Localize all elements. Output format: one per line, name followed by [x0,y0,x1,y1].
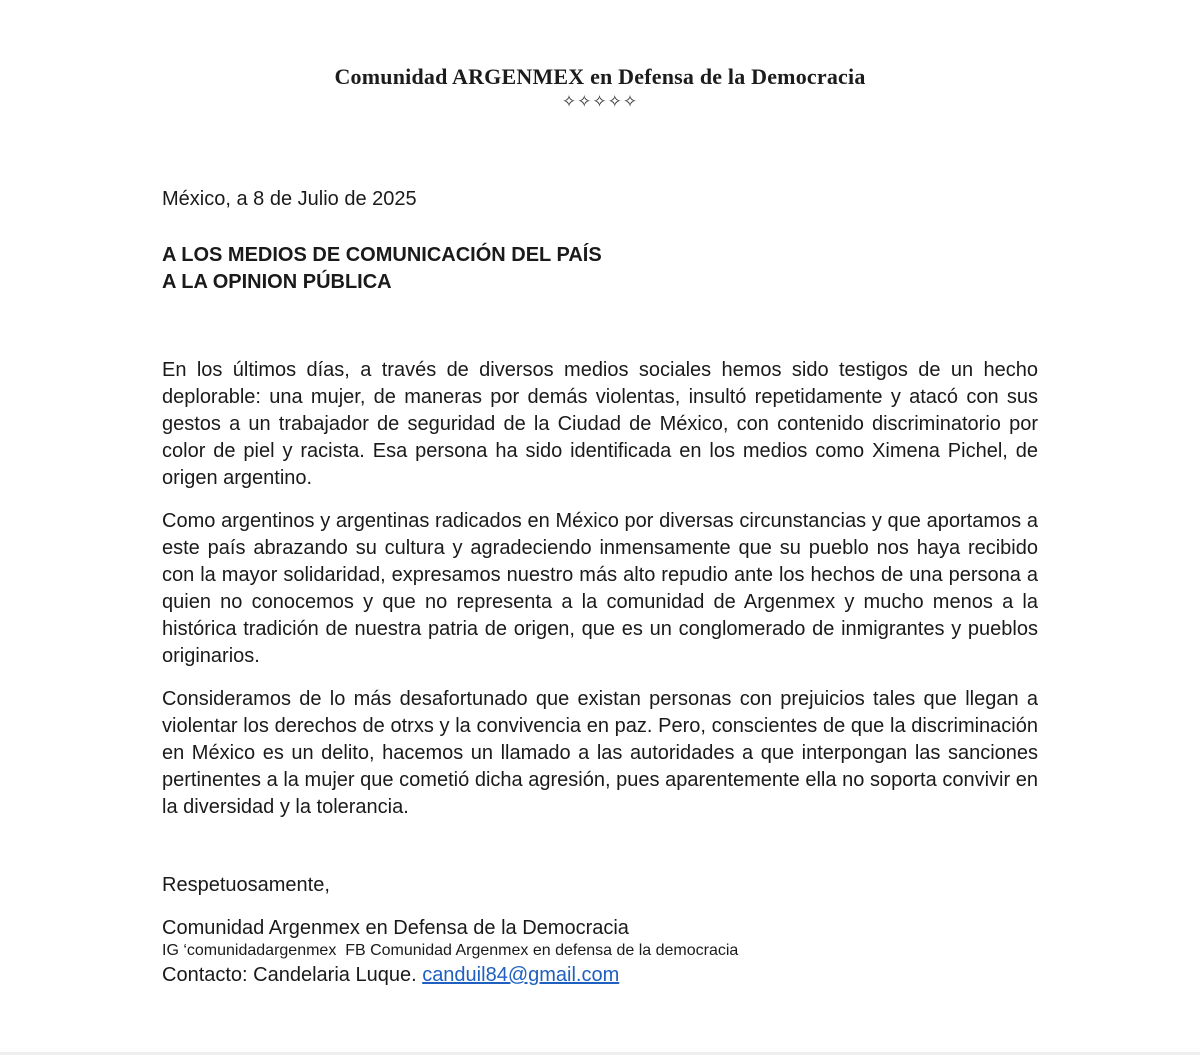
paragraph: En los últimos días, a través de diversos medios sociales hemos sido testigos de un hecho deplorable: una mujer, de maneras por demás violentas, insultó repetidamente y atacó con sus gestos a un trabajador de seguridad de la Ciudad de México, con contenido discriminatorio por color de piel y racista. Esa persona ha sido identificada en los medios como Ximena Pichel, de origen argentino. [162,359,1038,489]
letterhead-title: Comunidad ARGENMEX en Defensa de la Democracia [334,64,866,89]
date-line: México, a 8 de Julio de 2025 [162,188,417,210]
recipient-line: A LA OPINION PÚBLICA [162,271,392,293]
contact-label: Contacto: Candelaria Luque. [162,964,423,986]
contact-line [162,961,1038,989]
salutation: Respetuosamente, [162,874,330,896]
recipient-line: A LOS MEDIOS DE COMUNICACIÓN DEL PAÍS [162,244,602,266]
letter-body [162,186,1038,989]
letterhead [0,64,1200,113]
social-handles: IG ‘comunidadargenmex FB Comunidad Argenmex en defensa de la democracia [162,942,739,959]
paragraph: Consideramos de lo más desafortunado que existan personas con prejuicios tales que llegan a violentar los derechos de otrxs y la convivencia en paz. Pero, conscientes de que la discriminación en México es un delito, hacemos un llamado a las autoridades a que interpongan las sanciones pertinentes a la mujer que cometió dicha agresión, pues aparentemente ella no soporta convivir en la diversidad y la tolerancia. [162,688,1038,818]
four-point-star-icon: ✧✧✧✧✧ [561,92,639,112]
recipients-block [162,242,1038,296]
contact-email-link[interactable]: canduil84@gmail.com [422,964,620,986]
signature-block [162,872,1038,989]
paragraph: Como argentinos y argentinas radicados en México por diversas circunstancias y que aportamos a este país abrazando su cultura y agradeciendo inmensamente que su pueblo nos haya recibido con la mayor solidaridad, expresamos nuestro más alto repudio ante los hechos de una persona a quien no conocemos y que no representa a la comunidad de Argenmex y mucho menos a la histórica tradición de nuestra patria de origen, que es un conglomerado de inmigrantes y pueblos originarios. [162,510,1038,667]
body-paragraphs [162,357,1038,821]
signature-organization: Comunidad Argenmex en Defensa de la Democracia [162,917,629,939]
